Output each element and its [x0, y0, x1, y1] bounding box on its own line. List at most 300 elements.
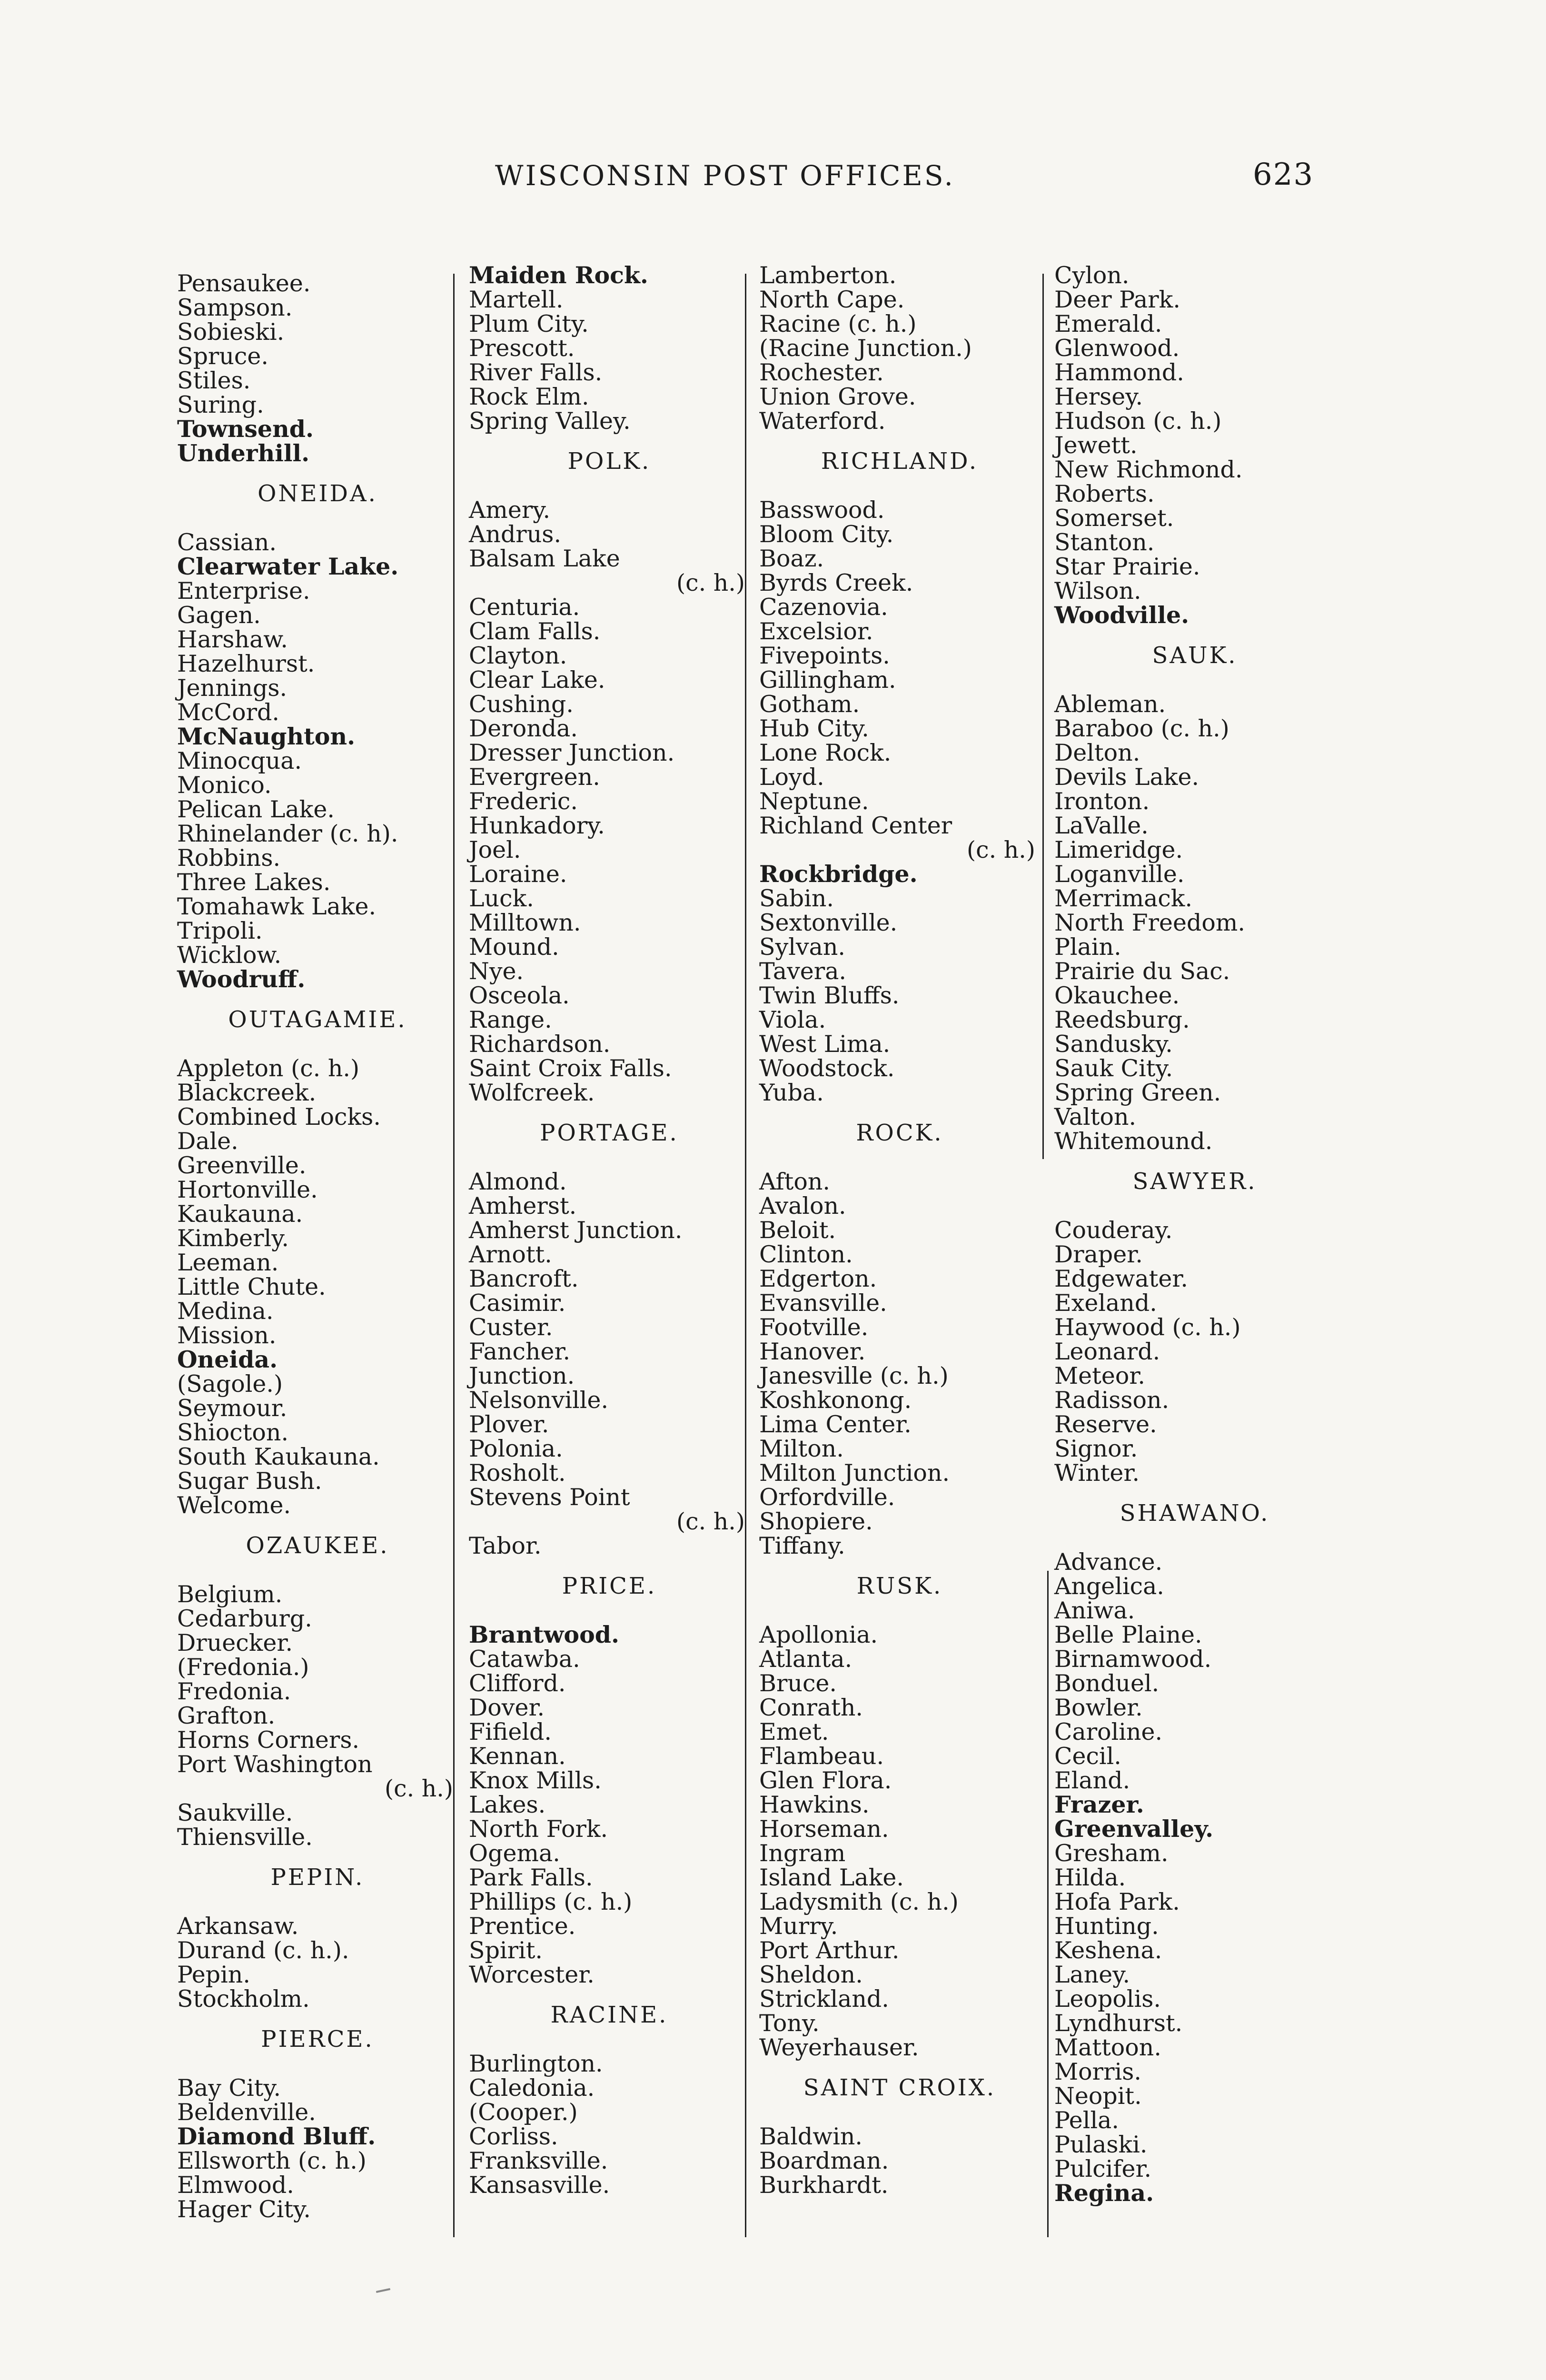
post-office-entry: Catawba. [469, 1646, 580, 1673]
post-office-entry: Caroline. [1054, 1718, 1163, 1745]
post-office-entry: Byrds Creek. [759, 569, 913, 596]
post-office-entry: Dover. [469, 1694, 545, 1721]
post-office-entry: Suring. [177, 391, 264, 418]
post-office-entry: Eland. [1054, 1767, 1130, 1794]
county-seat-note: (c. h.) [967, 836, 1035, 863]
post-office-entry: Brantwood. [469, 1621, 620, 1648]
post-office-entry: Aniwa. [1054, 1597, 1135, 1624]
post-office-entry: Meteor. [1054, 1362, 1145, 1389]
post-office-entry: Tabor. [469, 1532, 542, 1559]
post-office-entry: Tripoli. [177, 917, 263, 944]
county-seat-note: (c. h.) [676, 1508, 745, 1535]
post-office-entry: Milton Junction. [759, 1459, 950, 1487]
post-office-entry: Boaz. [759, 545, 824, 572]
post-office-entry: Clayton. [469, 642, 567, 669]
post-office-entry: Greenvalley. [1054, 1815, 1214, 1843]
post-office-entry: Lima Center. [759, 1411, 912, 1438]
county-section [1054, 1164, 1335, 1485]
post-office-entry: Rhinelander (c. h). [177, 820, 398, 847]
post-office-entry: Birnamwood. [1054, 1646, 1212, 1673]
post-office-entry: Tony. [759, 2010, 820, 2037]
column-3 [759, 263, 1040, 2197]
post-office-entry: Pulaski. [1054, 2131, 1148, 2158]
post-office-entry: Pepin. [177, 1961, 250, 1988]
post-office-entry: Boardman. [759, 2147, 889, 2174]
post-office-entry: Spring Green. [1054, 1079, 1221, 1106]
post-office-entry: Hazelhurst. [177, 650, 315, 677]
post-office-entry: Plum City. [469, 310, 589, 337]
post-office-entry: Plover. [469, 1411, 549, 1438]
post-office-entry: Sobieski. [177, 318, 285, 346]
post-office-entry: Pensaukee. [177, 270, 311, 297]
county-heading: ONEIDA. [258, 480, 377, 507]
post-office-entry: Corliss. [469, 2123, 558, 2150]
post-office-entry: Joel. [469, 836, 521, 863]
post-office-entry: Reedsburg. [1054, 1006, 1190, 1033]
post-office-entry: Gagen. [177, 602, 261, 629]
post-office-entry: Spirit. [469, 1937, 543, 1964]
post-office-entry: Kimberly. [177, 1225, 289, 1252]
post-office-entry: Saint Croix Falls. [469, 1055, 672, 1082]
post-office-entry: Ogema. [469, 1840, 560, 1867]
post-office-entry: Hofa Park. [1054, 1888, 1180, 1915]
county-section [469, 1568, 750, 1987]
post-office-entry: Baldwin. [759, 2123, 863, 2150]
post-office-entry: Medina. [177, 1298, 274, 1325]
post-office-entry: Druecker. [177, 1629, 293, 1656]
post-office-entry: Arnott. [469, 1241, 552, 1268]
post-office-entry: Knox Mills. [469, 1767, 602, 1794]
post-office-entry: Sextonville. [759, 909, 898, 936]
post-office-entry: Thiensville. [177, 1824, 313, 1851]
post-office-entry: LaValle. [1054, 812, 1149, 839]
post-office-entry: Kennan. [469, 1743, 566, 1770]
post-office-entry: Rock Elm. [469, 383, 589, 410]
column-2 [469, 263, 750, 2197]
post-office-entry: Bloom City. [759, 521, 894, 548]
post-office-entry: Burlington. [469, 2050, 603, 2077]
post-office-entry: Caledonia. [469, 2074, 595, 2102]
post-office-entry: Franksville. [469, 2147, 608, 2174]
post-office-entry: Signor. [1054, 1435, 1138, 1462]
post-office-entry: Plain. [1054, 933, 1121, 961]
post-office-entry: Gotham. [759, 691, 860, 718]
post-office-entry: Burkhardt. [759, 2172, 889, 2199]
post-office-entry: Bonduel. [1054, 1670, 1160, 1697]
post-office-entry: Milltown. [469, 909, 581, 936]
post-office-entry: Bancroft. [469, 1265, 579, 1292]
post-office-entry: Combined Locks. [177, 1103, 381, 1130]
post-office-entry: Bay City. [177, 2074, 281, 2102]
post-office-entry: Blackcreek. [177, 1079, 317, 1106]
column-rule [1042, 274, 1044, 1159]
post-office-entry: Baraboo (c. h.) [1054, 715, 1229, 742]
post-office-entry: Keshena. [1054, 1937, 1162, 1964]
post-office-entry: Ableman. [1054, 691, 1166, 718]
county-seat-note: (c. h.) [385, 1775, 453, 1802]
post-office-entry: Cazenovia. [759, 594, 888, 621]
county-heading: RICHLAND. [821, 448, 979, 475]
post-office-entry: Janesville (c. h.) [759, 1362, 949, 1389]
post-office-entry: Fancher. [469, 1338, 571, 1365]
county-heading: POLK. [567, 448, 651, 475]
post-office-entry: Maiden Rock. [469, 261, 648, 289]
post-office-entry: Hunting. [1054, 1913, 1159, 1940]
post-office-entry: Junction. [469, 1362, 575, 1389]
post-office-entry: Range. [469, 1006, 552, 1033]
post-office-entry: Leeman. [177, 1249, 279, 1276]
post-office-entry: Mission. [177, 1322, 277, 1349]
post-office-entry: McCord. [177, 699, 279, 726]
post-office-entry: Luck. [469, 885, 534, 912]
post-office-entry: Lamberton. [759, 262, 897, 289]
post-office-entry: Sheldon. [759, 1961, 863, 1988]
post-office-entry: Little Chute. [177, 1273, 326, 1300]
post-office-entry: Martell. [469, 286, 564, 313]
county-section [177, 271, 458, 466]
post-office-entry: Shiocton. [177, 1419, 289, 1446]
county-heading: OUTAGAMIE. [228, 1006, 407, 1033]
post-office-entry: Excelsior. [759, 618, 873, 645]
post-office-entry: Worcester. [469, 1961, 595, 1988]
post-office-entry: Leopolis. [1054, 1985, 1161, 2013]
post-office-entry: Balsam Lake [469, 545, 620, 572]
post-office-entry: Polonia. [469, 1435, 563, 1462]
post-office-entry: Waterford. [759, 407, 886, 435]
county-section [177, 476, 458, 992]
post-office-entry: (Fredonia.) [177, 1654, 309, 1681]
county-section [1054, 1496, 1335, 2205]
post-office-entry: Cedarburg. [177, 1605, 312, 1632]
post-office-entry: Evansville. [759, 1289, 887, 1317]
post-office-entry: Park Falls. [469, 1864, 593, 1891]
post-office-entry: Winter. [1054, 1459, 1140, 1487]
post-office-entry: Woodville. [1054, 601, 1189, 629]
post-office-entry: Welcome. [177, 1492, 291, 1519]
post-office-entry: Prescott. [469, 335, 575, 362]
post-office-entry: Prentice. [469, 1913, 576, 1940]
post-office-entry: Belgium. [177, 1581, 283, 1608]
post-office-entry: Koshkonong. [759, 1387, 912, 1414]
county-heading: SAUK. [1152, 642, 1238, 669]
post-office-entry: Hersey. [1054, 383, 1143, 410]
post-office-entry: Ellsworth (c. h.) [177, 2147, 367, 2174]
post-office-entry: West Lima. [759, 1031, 891, 1058]
post-office-entry: Loganville. [1054, 861, 1185, 888]
post-office-entry: Monico. [177, 772, 272, 799]
post-office-entry: Pelican Lake. [177, 796, 335, 823]
post-office-entry: Couderay. [1054, 1217, 1173, 1244]
post-office-entry: McNaughton. [177, 723, 356, 750]
post-office-entry: Amery. [469, 496, 551, 524]
post-office-entry: Beldenville. [177, 2099, 316, 2126]
county-section [177, 1528, 458, 1849]
post-office-entry: Woodstock. [759, 1055, 895, 1082]
post-office-entry: Murry. [759, 1913, 838, 1940]
post-office-entry: Kaukauna. [177, 1200, 303, 1228]
post-office-entry: Hudson (c. h.) [1054, 407, 1222, 435]
post-office-entry: Sauk City. [1054, 1055, 1173, 1082]
post-office-entry: Cushing. [469, 691, 574, 718]
post-office-entry: Clifford. [469, 1670, 566, 1697]
post-office-entry: Rockbridge. [759, 860, 918, 888]
post-office-entry: Jennings. [177, 674, 287, 702]
post-office-entry: Emet. [759, 1718, 829, 1745]
post-office-entry: Three Lakes. [177, 869, 331, 896]
county-heading: SAINT CROIX. [803, 2074, 996, 2101]
post-office-entry: Footville. [759, 1314, 869, 1341]
county-section [759, 444, 1040, 1105]
county-section [177, 2022, 458, 2221]
column-rule [1047, 1571, 1049, 2237]
post-office-entry: Deronda. [469, 715, 578, 742]
county-section [759, 1115, 1040, 1558]
post-office-entry: Mattoon. [1054, 2034, 1161, 2061]
post-office-entry: Phillips (c. h.) [469, 1888, 633, 1915]
post-office-entry: Rochester. [759, 359, 884, 386]
post-office-entry: Loyd. [759, 764, 824, 791]
post-office-entry: Regina. [1054, 2179, 1154, 2207]
post-office-entry: Clear Lake. [469, 666, 605, 694]
post-office-entry: Greenville. [177, 1152, 307, 1179]
post-office-entry: Basswood. [759, 496, 885, 524]
post-office-entry: North Freedom. [1054, 909, 1245, 936]
post-office-entry: North Cape. [759, 286, 905, 313]
post-office-entry: Sandusky. [1054, 1031, 1173, 1058]
post-office-entry: Fifield. [469, 1718, 552, 1745]
post-office-entry: Diamond Bluff. [177, 2122, 376, 2150]
post-office-entry: Spruce. [177, 343, 268, 370]
county-heading: PRICE. [562, 1573, 657, 1599]
post-office-entry: Roberts. [1054, 480, 1155, 507]
post-office-entry: Ingram [759, 1840, 846, 1867]
page-title: WISCONSIN POST OFFICES. [495, 159, 955, 192]
post-office-entry: Dresser Junction. [469, 739, 675, 766]
post-office-entry: Island Lake. [759, 1864, 904, 1891]
post-office-entry: (Sagole.) [177, 1370, 283, 1398]
post-office-entry: Frederic. [469, 788, 578, 815]
post-office-entry: Viola. [759, 1006, 826, 1033]
post-office-entry: Hammond. [1054, 359, 1184, 386]
post-office-entry: Weyerhauser. [759, 2034, 919, 2061]
post-office-entry: Kansasville. [469, 2172, 610, 2199]
post-office-entry: Leonard. [1054, 1338, 1160, 1365]
county-section [1054, 263, 1335, 627]
post-office-entry: Flambeau. [759, 1743, 884, 1770]
post-office-entry: Elmwood. [177, 2172, 294, 2199]
post-office-entry: Arkansaw. [177, 1913, 299, 1940]
county-section [759, 263, 1040, 433]
post-office-entry: Amherst. [469, 1192, 577, 1220]
post-office-entry: Bruce. [759, 1670, 837, 1697]
post-office-entry: Lone Rock. [759, 739, 892, 766]
county-section [469, 444, 750, 1105]
county-section [469, 1997, 750, 2197]
post-office-entry: Grafton. [177, 1702, 276, 1729]
post-office-entry: Fivepoints. [759, 642, 890, 669]
post-office-entry: Emerald. [1054, 310, 1162, 337]
post-office-entry: Angelica. [1054, 1573, 1164, 1600]
post-office-entry: Pella. [1054, 2107, 1119, 2134]
post-office-entry: Harshaw. [177, 626, 288, 653]
post-office-entry: Port Arthur. [759, 1937, 900, 1964]
post-office-entry: Yuba. [759, 1079, 824, 1106]
post-office-entry: Hub City. [759, 715, 869, 742]
post-office-entry: Centuria. [469, 594, 580, 621]
county-section [177, 1002, 458, 1517]
post-office-entry: New Richmond. [1054, 456, 1243, 483]
column-1 [177, 271, 458, 2221]
post-office-entry: Osceola. [469, 982, 570, 1009]
post-office-entry: Limeridge. [1054, 836, 1183, 863]
post-office-entry: Minocqua. [177, 747, 302, 774]
post-office-entry: Twin Bluffs. [759, 982, 900, 1009]
post-office-entry: Richardson. [469, 1031, 611, 1058]
post-office-entry: Shopiere. [759, 1508, 873, 1535]
post-office-entry: Townsend. [177, 415, 314, 443]
post-office-entry: Enterprise. [177, 577, 310, 605]
post-office-entry: Cylon. [1054, 262, 1130, 289]
post-office-entry: Appleton (c. h.) [177, 1055, 360, 1082]
post-office-entry: Draper. [1054, 1241, 1143, 1268]
post-office-entry: Union Grove. [759, 383, 916, 410]
post-office-entry: Gresham. [1054, 1840, 1169, 1867]
post-office-entry: Laney. [1054, 1961, 1130, 1988]
post-office-entry: Durand (c. h.). [177, 1937, 349, 1964]
post-office-entry: Wolfcreek. [469, 1079, 595, 1106]
county-heading: ROCK. [856, 1120, 943, 1146]
post-office-entry: Sabin. [759, 885, 834, 912]
post-office-entry: Andrus. [469, 521, 562, 548]
post-office-entry: Frazer. [1054, 1791, 1144, 1818]
post-office-entry: Fredonia. [177, 1678, 291, 1705]
post-office-entry: Belle Plaine. [1054, 1621, 1202, 1648]
post-office-entry: Milton. [759, 1435, 844, 1462]
county-heading: RACINE. [550, 2002, 668, 2028]
post-office-entry: Neptune. [759, 788, 869, 815]
post-office-entry: Morris. [1054, 2058, 1141, 2085]
post-office-entry: Port Washington [177, 1751, 373, 1778]
post-office-entry: Conrath. [759, 1694, 863, 1721]
county-section [1054, 638, 1335, 1153]
post-office-entry: Hawkins. [759, 1791, 870, 1818]
post-office-entry: Glen Flora. [759, 1767, 892, 1794]
county-seat-note: (c. h.) [676, 569, 745, 596]
county-section [469, 263, 750, 433]
post-office-entry: Lakes. [469, 1791, 546, 1818]
post-office-entry: Horseman. [759, 1815, 889, 1843]
post-office-entry: Exeland. [1054, 1289, 1157, 1317]
post-office-entry: Clinton. [759, 1241, 853, 1268]
post-office-entry: Atlanta. [759, 1646, 852, 1673]
post-office-entry: Horns Corners. [177, 1726, 360, 1754]
county-section [759, 1568, 1040, 2060]
page-number: 623 [1253, 157, 1314, 192]
post-office-entry: Valton. [1054, 1103, 1137, 1130]
post-office-entry: Cecil. [1054, 1743, 1121, 1770]
post-office-entry: Casimir. [469, 1289, 566, 1317]
county-heading: PORTAGE. [540, 1120, 679, 1146]
post-office-entry: Deer Park. [1054, 286, 1180, 313]
post-office-entry: Somerset. [1054, 505, 1174, 532]
post-office-entry: Glenwood. [1054, 335, 1180, 362]
post-office-entry: Stevens Point [469, 1484, 630, 1511]
post-office-entry: Star Prairie. [1054, 553, 1200, 580]
post-office-entry: Racine (c. h.) [759, 310, 917, 337]
post-office-entry: Edgewater. [1054, 1265, 1188, 1292]
post-office-entry: Prairie du Sac. [1054, 958, 1230, 985]
post-office-entry: Edgerton. [759, 1265, 877, 1292]
post-office-entry: Oneida. [177, 1346, 278, 1373]
post-office-entry: Hanover. [759, 1338, 866, 1365]
post-office-entry: Pulcifer. [1054, 2155, 1152, 2182]
county-section [759, 2070, 1040, 2197]
post-office-entry: Dale. [177, 1128, 238, 1155]
post-office-entry: Hilda. [1054, 1864, 1126, 1891]
post-office-entry: Woodruff. [177, 965, 306, 993]
county-heading: SHAWANO. [1120, 1500, 1270, 1527]
post-office-entry: Stiles. [177, 367, 251, 394]
post-office-entry: Avalon. [759, 1192, 846, 1220]
post-office-entry: Strickland. [759, 1985, 889, 2013]
post-office-entry: Hunkadory. [469, 812, 605, 839]
post-office-entry: Clearwater Lake. [177, 553, 399, 580]
county-section [469, 1115, 750, 1558]
post-office-entry: Mound. [469, 933, 559, 961]
post-office-entry: Wicklow. [177, 942, 282, 969]
post-office-entry: Sylvan. [759, 933, 845, 961]
post-office-entry: Reserve. [1054, 1411, 1157, 1438]
post-office-entry: Orfordville. [759, 1484, 895, 1511]
post-office-entry: Okauchee. [1054, 982, 1180, 1009]
post-office-entry: Ironton. [1054, 788, 1150, 815]
post-office-entry: Clam Falls. [469, 618, 601, 645]
county-section [177, 1860, 458, 2011]
post-office-entry: Sampson. [177, 294, 293, 321]
post-office-entry: Radisson. [1054, 1387, 1169, 1414]
post-office-entry: Devils Lake. [1054, 764, 1199, 791]
county-heading: PEPIN. [270, 1864, 365, 1891]
post-office-entry: Richland Center [759, 812, 952, 839]
post-office-entry: Tavera. [759, 958, 846, 985]
post-office-entry: Gillingham. [759, 666, 896, 694]
post-office-entry: Stockholm. [177, 1985, 310, 2013]
post-office-entry: North Fork. [469, 1815, 608, 1843]
post-office-entry: Advance. [1054, 1548, 1163, 1576]
post-office-entry: Afton. [759, 1168, 830, 1195]
post-office-entry: Rosholt. [469, 1459, 566, 1487]
post-office-entry: Lyndhurst. [1054, 2010, 1183, 2037]
post-office-entry: Amherst Junction. [469, 1217, 683, 1244]
post-office-entry: Wilson. [1054, 577, 1141, 605]
post-office-entry: Sugar Bush. [177, 1468, 322, 1495]
post-office-entry: Beloit. [759, 1217, 836, 1244]
post-office-entry: Almond. [469, 1168, 567, 1195]
post-office-entry: Robbins. [177, 844, 281, 872]
post-office-entry: Stanton. [1054, 529, 1155, 556]
post-office-entry: Nelsonville. [469, 1387, 609, 1414]
post-office-entry: Apollonia. [759, 1621, 878, 1648]
post-office-entry: Underhill. [177, 439, 310, 467]
post-office-entry: (Cooper.) [469, 2099, 578, 2126]
post-office-entry: Neopit. [1054, 2082, 1142, 2110]
ink-mark [376, 2288, 390, 2293]
post-office-entry: Whitemound. [1054, 1128, 1213, 1155]
post-office-entry: River Falls. [469, 359, 603, 386]
column-4 [1054, 263, 1335, 2205]
county-heading: OZAUKEE. [246, 1532, 389, 1559]
post-office-entry: Delton. [1054, 739, 1140, 766]
